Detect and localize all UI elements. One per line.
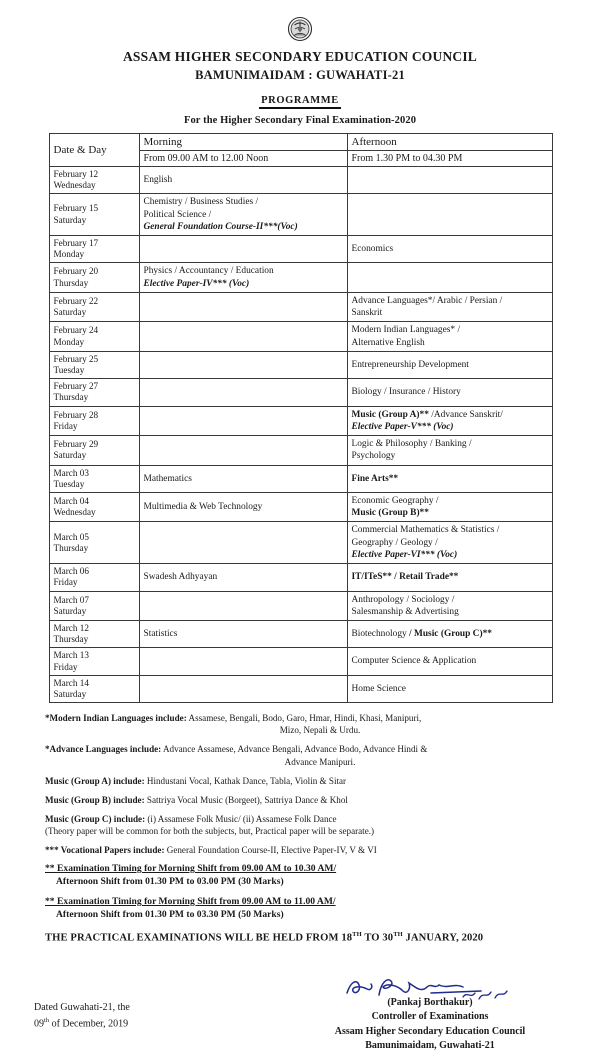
cell-morning-subjects (139, 292, 347, 321)
cell-date-day (49, 620, 139, 647)
exam-day: Thursday (53, 277, 89, 288)
table-row (49, 194, 552, 236)
note-label: Music (Group C) include: (45, 813, 146, 824)
note-item (45, 712, 555, 736)
exam-date: February 29 (53, 439, 99, 450)
cell-afternoon-subjects (347, 263, 552, 292)
exam-date: February 12 (53, 168, 99, 179)
exam-schedule-table (49, 133, 553, 703)
cell-morning-subjects (139, 379, 347, 406)
practical-notice-part1: THE PRACTICAL EXAMINATIONS WILL BE HELD FROM 18 (45, 932, 353, 944)
timing-line-1: ** Examination Timing for Morning Shift from 09.00 AM to 11.00 AM/ (45, 895, 336, 907)
exam-day: Saturday (53, 689, 87, 700)
timing-line-1: ** Examination Timing for Morning Shift from 09.00 AM to 10.30 AM/ (45, 863, 337, 875)
cell-afternoon-subjects (347, 322, 552, 351)
cell-date-day (49, 648, 139, 675)
cell-date-day (49, 236, 139, 263)
dated-line-2 (34, 1016, 130, 1032)
cell-morning-subjects (139, 675, 347, 702)
exam-date: February 15 (53, 203, 99, 214)
advance-sanskrit-label: /Advance Sanskrit/ (428, 409, 503, 420)
practical-exam-notice (45, 931, 555, 946)
exam-date: March 13 (53, 650, 89, 661)
table-row (49, 675, 552, 702)
exam-day: Saturday (53, 450, 87, 461)
afternoon-subject-line: Psychology (351, 451, 396, 462)
cell-morning-subjects (139, 436, 347, 465)
exam-day: Tuesday (53, 478, 85, 489)
emblem-container (0, 0, 600, 46)
cell-date-day (49, 465, 139, 492)
afternoon-subject-line: Elective Paper-V*** (Voc) (351, 421, 454, 432)
exam-date: February 24 (53, 325, 99, 336)
exam-day: Friday (53, 661, 78, 672)
cell-afternoon-subjects (347, 194, 552, 236)
exam-day: Saturday (53, 307, 87, 318)
note-text: Sattriya Vocal Music (Borgeet), Sattriya Dance & Khol (144, 794, 348, 805)
table-row (49, 591, 552, 620)
cell-date-day (49, 564, 139, 591)
afternoon-subject-line (352, 628, 548, 640)
cell-afternoon-subjects (347, 379, 552, 406)
exam-date: February 28 (53, 409, 99, 420)
exam-day: Monday (53, 336, 85, 347)
morning-subject-line: Political Science / (143, 209, 212, 220)
note-item (45, 743, 555, 767)
cell-afternoon-subjects (347, 406, 552, 435)
exam-day: Saturday (53, 605, 87, 616)
table-row (49, 522, 552, 564)
exam-day: Thursday (53, 542, 89, 553)
cell-morning-subjects (139, 322, 347, 351)
afternoon-subject-line: Economic Geography / (351, 495, 439, 506)
cell-afternoon-subjects (347, 351, 552, 378)
assam-state-emblem-icon (287, 16, 313, 42)
table-row (49, 492, 552, 521)
cell-morning-subjects (139, 591, 347, 620)
cell-afternoon-subjects (347, 236, 552, 263)
afternoon-subject-line: Fine Arts** (351, 473, 399, 484)
morning-subject-line: Swadesh Adhyayan (143, 572, 218, 583)
afternoon-subject-line: Economics (351, 244, 394, 255)
dated-line (34, 1001, 130, 1031)
table-row (49, 436, 552, 465)
dated-month-year: of December, 2019 (49, 1018, 129, 1030)
table-row (49, 620, 552, 647)
timing-line-2: Afternoon Shift from 01.30 PM to 03.30 PM (50 Marks) (56, 908, 284, 920)
cell-morning-subjects (139, 351, 347, 378)
practical-notice-part3: JANUARY, 2020 (402, 932, 484, 944)
table-row (49, 263, 552, 292)
timings-list (45, 863, 555, 922)
cell-morning-subjects (139, 166, 347, 193)
timing-note (45, 863, 555, 889)
cell-date-day (49, 166, 139, 193)
notes-section (45, 712, 555, 945)
exam-date: March 06 (53, 566, 89, 577)
exam-day: Thursday (53, 634, 89, 645)
note-label: Music (Group B) include: (45, 794, 145, 805)
note-label: *Modern Indian Languages include: (45, 713, 187, 724)
table-row (49, 351, 552, 378)
afternoon-subject-line: Biology / Insurance / History (351, 387, 461, 398)
cell-morning-subjects (139, 492, 347, 521)
exam-subtitle: For the Higher Secondary Final Examination-2020 (183, 114, 417, 126)
note-text: General Foundation Course-II, Elective Paper-IV, V & VI (164, 845, 377, 855)
exam-date: February 22 (53, 295, 99, 306)
afternoon-subject-line: Entrepreneurship Development (351, 359, 469, 370)
afternoon-subject-line: Home Science (351, 683, 406, 694)
column-header-morning-time: From 09.00 AM to 12.00 Noon (139, 150, 347, 166)
cell-date-day (49, 591, 139, 620)
cell-morning-subjects (139, 236, 347, 263)
table-row (49, 292, 552, 321)
afternoon-subject-line: Sanskrit (351, 308, 383, 319)
music-group-a-label: Music (Group A)** (351, 409, 429, 420)
table-row (49, 166, 552, 193)
exam-day: Tuesday (53, 365, 85, 375)
exam-day: Monday (53, 249, 85, 260)
cell-afternoon-subjects (347, 522, 552, 564)
programme-title-container (0, 90, 600, 109)
note-text-continued: Advance Manipuri. (284, 756, 356, 767)
timing-note (45, 896, 555, 922)
programme-title: PROGRAMME (259, 95, 341, 109)
table-header (49, 133, 552, 166)
cell-date-day (49, 522, 139, 564)
cell-date-day (49, 675, 139, 702)
cell-afternoon-subjects (347, 492, 552, 521)
cell-afternoon-subjects (347, 465, 552, 492)
afternoon-subject-line: Advance Languages*/ Arabic / Persian / (351, 295, 503, 306)
signatory-address: Bamunimaidam, Guwahati-21 (365, 1040, 495, 1052)
cell-date-day (49, 492, 139, 521)
cell-morning-subjects (139, 194, 347, 236)
dated-line-1: Dated Guwahati-21, the (34, 1002, 130, 1014)
afternoon-subject-line (352, 409, 548, 421)
note-label: *Advance Languages include: (45, 744, 162, 755)
cell-morning-subjects (139, 564, 347, 591)
table-header-row-1 (49, 133, 552, 150)
exam-day: Friday (53, 420, 78, 431)
morning-subject-line: English (143, 175, 173, 186)
table-row (49, 465, 552, 492)
afternoon-subject-line: Geography / Geology / (351, 537, 438, 548)
cell-date-day (49, 194, 139, 236)
notes-list (45, 712, 555, 856)
exam-day: Wednesday (53, 507, 96, 518)
exam-day: Friday (53, 577, 78, 588)
dated-day-suffix: th (44, 1016, 50, 1024)
afternoon-subject-line: Commercial Mathematics & Statistics / (351, 525, 500, 536)
cell-date-day (49, 436, 139, 465)
exam-day: Thursday (53, 392, 89, 403)
cell-morning-subjects (139, 648, 347, 675)
handwritten-signature-icon (290, 973, 570, 999)
afternoon-subject-line: Modern Indian Languages* / (351, 325, 461, 336)
afternoon-subject-line: Salesmanship & Advertising (351, 606, 459, 617)
exam-day: Wednesday (53, 180, 96, 191)
morning-subject-line: Chemistry / Business Studies / (143, 197, 259, 208)
practical-notice-part2: TO 30 (361, 932, 394, 944)
practical-notice-sup1: TH (352, 930, 362, 938)
afternoon-subject-line: Logic & Philosophy / Banking / (351, 439, 472, 450)
morning-subject-line: Multimedia & Web Technology (143, 502, 263, 513)
exam-date: March 04 (53, 495, 89, 506)
exam-date: March 03 (53, 467, 89, 478)
cell-date-day (49, 263, 139, 292)
exam-day: Saturday (53, 214, 87, 225)
cell-afternoon-subjects (347, 591, 552, 620)
note-item (45, 794, 555, 806)
column-header-afternoon-time: From 1.30 PM to 04.30 PM (347, 150, 552, 166)
table-row (49, 564, 552, 591)
exam-date: February 20 (53, 266, 99, 277)
exam-date: February 27 (53, 381, 99, 392)
note-item (45, 844, 555, 856)
signatory-org: Assam Higher Secondary Education Council (334, 1025, 526, 1037)
note-label: Music (Group A) include: (45, 775, 145, 786)
afternoon-subject-line: Elective Paper-VI*** (Voc) (351, 549, 458, 560)
signature-column (290, 973, 570, 1054)
cell-afternoon-subjects (347, 564, 552, 591)
cell-afternoon-subjects (347, 436, 552, 465)
cell-morning-subjects (139, 465, 347, 492)
column-header-morning: Morning (139, 133, 347, 150)
cell-afternoon-subjects (347, 292, 552, 321)
cell-morning-subjects (139, 522, 347, 564)
note-item (45, 813, 555, 837)
note-text-continued: Mizo, Nepali & Urdu. (279, 725, 361, 736)
exam-date: March 12 (53, 622, 89, 633)
exam-date: February 17 (53, 238, 99, 249)
footer-signature-block (34, 973, 594, 1063)
cell-date-day (49, 379, 139, 406)
cell-afternoon-subjects (347, 675, 552, 702)
table-row (49, 648, 552, 675)
cell-afternoon-subjects (347, 166, 552, 193)
table-row (49, 236, 552, 263)
afternoon-subject-line: Alternative English (351, 337, 425, 348)
cell-afternoon-subjects (347, 648, 552, 675)
cell-afternoon-subjects (347, 620, 552, 647)
cell-date-day (49, 322, 139, 351)
table-row (49, 379, 552, 406)
morning-subject-line: Mathematics (143, 473, 192, 484)
practical-notice-sup2: TH (393, 930, 403, 938)
afternoon-subject-line: Anthropology / Sociology / (351, 594, 455, 605)
morning-subject-line: Statistics (143, 629, 178, 640)
music-group-c-label: / Music (Group C)** (409, 629, 492, 640)
morning-subject-line: Elective Paper-IV*** (Voc) (143, 278, 250, 289)
table-row (49, 406, 552, 435)
dated-day: 09 (34, 1018, 44, 1030)
note-text: Assamese, Bengali, Bodo, Garo, Hmar, Hindi, Khasi, Manipuri, (186, 713, 422, 724)
exam-date: March 14 (53, 677, 89, 688)
column-header-date: Date & Day (49, 133, 139, 166)
signatory-role: Controller of Examinations (371, 1011, 489, 1023)
note-text: Hindustani Vocal, Kathak Dance, Tabla, Violin & Sitar (144, 775, 347, 786)
cell-date-day (49, 351, 139, 378)
table-body (49, 166, 552, 702)
exam-date: March 05 (53, 531, 89, 542)
note-item (45, 775, 555, 787)
schedule-table-container (49, 133, 552, 703)
cell-morning-subjects (139, 620, 347, 647)
cell-date-day (49, 406, 139, 435)
cell-morning-subjects (139, 263, 347, 292)
note-text: Advance Assamese, Advance Bengali, Advance Bodo, Advance Hindi & (161, 744, 428, 755)
afternoon-subject-line: Computer Science & Application (351, 656, 477, 667)
exam-date: March 07 (53, 594, 89, 605)
afternoon-subject-line: Music (Group B)** (351, 508, 429, 519)
signatory-name: (Pankaj Borthakur) (387, 997, 473, 1009)
note-text-parenthetical: (Theory paper will be common for both the subjects, but, Practical paper will be separate.) (45, 825, 375, 836)
timing-line-2: Afternoon Shift from 01.30 PM to 03.00 PM (30 Marks) (56, 876, 284, 888)
cell-date-day (49, 292, 139, 321)
organisation-name: ASSAM HIGHER SECONDARY EDUCATION COUNCIL (122, 49, 478, 64)
table-row (49, 322, 552, 351)
morning-subject-line: Physics / Accountancy / Education (143, 266, 274, 277)
note-label: *** Vocational Papers include: (45, 845, 165, 855)
exam-date: February 25 (53, 353, 99, 364)
afternoon-subject-line: IT/ITeS** / Retail Trade** (351, 572, 459, 583)
biotechnology-label: Biotechnology (351, 629, 410, 640)
note-text: (i) Assamese Folk Music/ (ii) Assamese Folk Dance (145, 813, 337, 824)
column-header-afternoon: Afternoon (347, 133, 552, 150)
organisation-address: BAMUNIMAIDAM : GUWAHATI-21 (195, 67, 405, 82)
morning-subject-line: General Foundation Course-II***(Voc) (143, 221, 298, 232)
cell-morning-subjects (139, 406, 347, 435)
